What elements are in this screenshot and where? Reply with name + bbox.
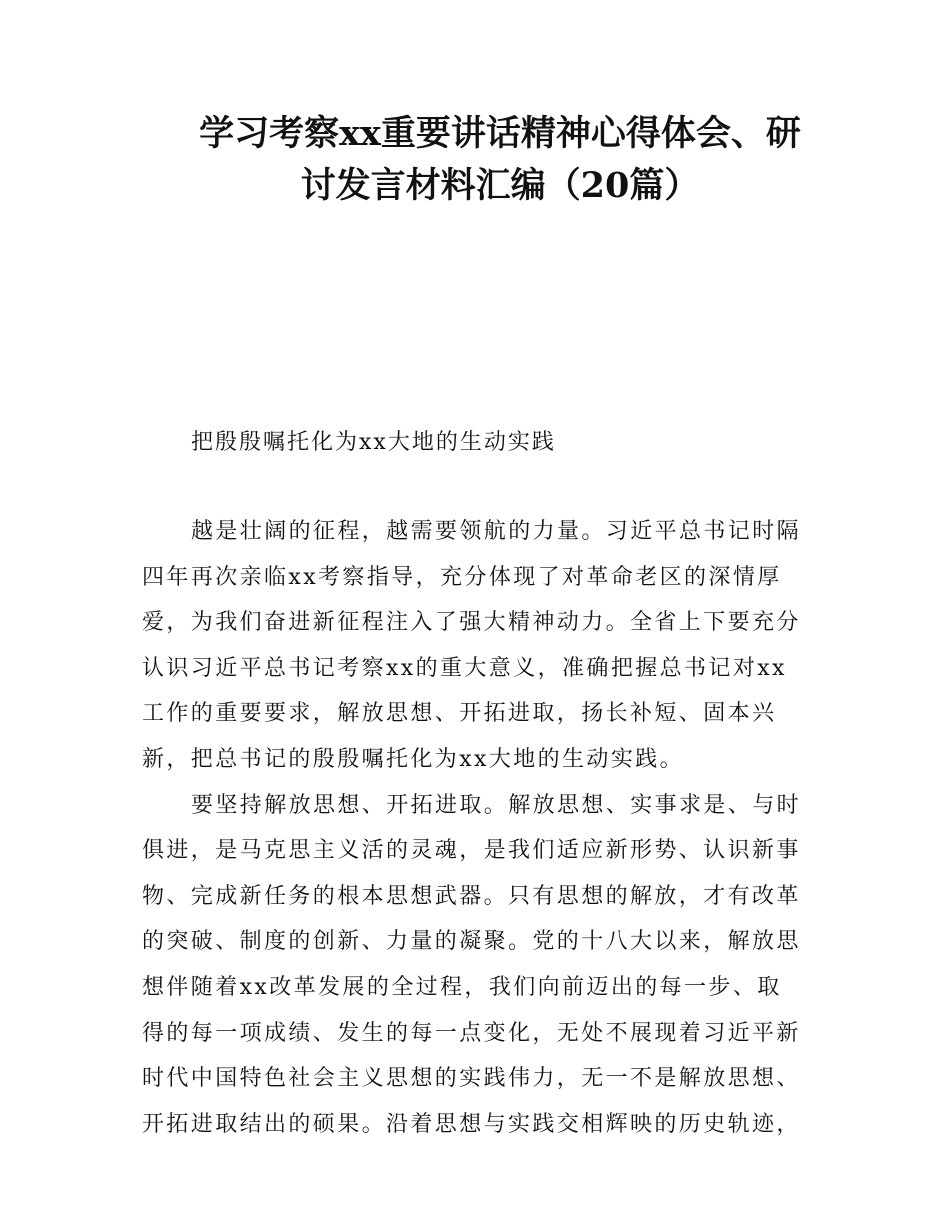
section-heading: 把殷殷嘱托化为xx大地的生动实践 xyxy=(191,430,556,455)
text-line: 认识习近平总书记考察xx的重大意义，准确把握总书记对xx xyxy=(142,655,787,681)
text-line: 的突破、制度的创新、力量的凝聚。党的十八大以来，解放思 xyxy=(142,929,801,955)
text-line: 四年再次亲临xx考察指导，充分体现了对革命老区的深情厚 xyxy=(142,564,782,590)
text-line: 物、完成新任务的根本思想武器。只有思想的解放，才有改革 xyxy=(142,883,801,909)
text-line: 俱进，是马克思主义活的灵魂，是我们适应新形势、认识新事 xyxy=(142,838,801,864)
title-line-2: 讨发言材料汇编（20篇） xyxy=(300,165,700,206)
document-body xyxy=(142,509,814,1147)
paragraph-2 xyxy=(142,783,814,1148)
title-line-1: 学习考察xx重要讲话精神心得体会、研 xyxy=(199,113,801,154)
text-line: 要坚持解放思想、开拓进取。解放思想、实事求是、与时 xyxy=(191,792,802,818)
document-title xyxy=(180,108,820,212)
text-line: 时代中国特色社会主义思想的实践伟力，无一不是解放思想、 xyxy=(142,1066,801,1092)
text-line: 得的每一项成绩、发生的每一点变化，无处不展现着习近平新 xyxy=(142,1020,801,1046)
text-line: 爱，为我们奋进新征程注入了强大精神动力。全省上下要充分 xyxy=(142,610,801,636)
text-line: 越是壮阔的征程，越需要领航的力量。习近平总书记时隔 xyxy=(191,519,802,544)
text-line: 开拓进取结出的硕果。沿着思想与实践交相辉映的历史轨迹， xyxy=(142,1111,801,1137)
text-line: 新，把总书记的殷殷嘱托化为xx大地的生动实践。 xyxy=(142,746,685,772)
paragraph-1 xyxy=(142,509,814,783)
text-line: 工作的重要要求，解放思想、开拓进取，扬长补短、固本兴 xyxy=(142,701,777,727)
text-line: 想伴随着xx改革发展的全过程，我们向前迈出的每一步、取 xyxy=(142,974,782,1000)
